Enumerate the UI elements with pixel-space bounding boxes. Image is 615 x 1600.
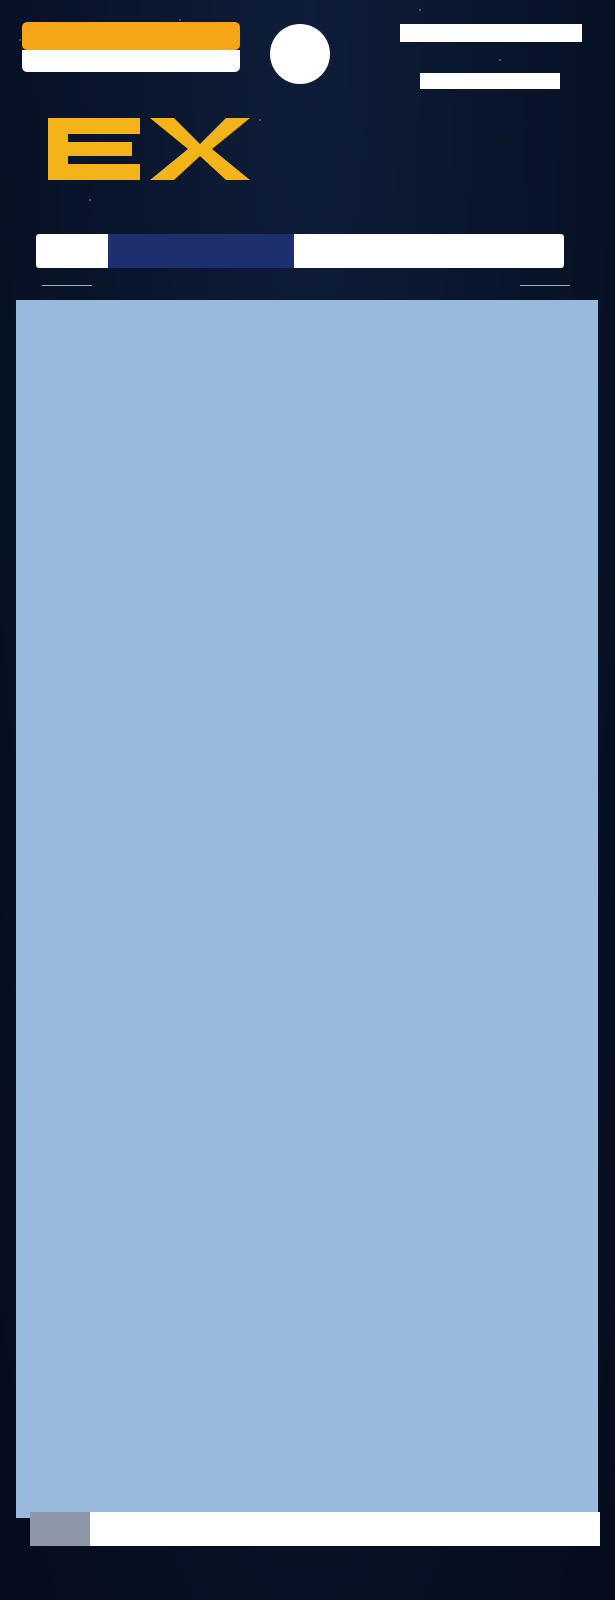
decal-sheet bbox=[16, 300, 598, 1518]
notice-dash-right bbox=[520, 285, 570, 286]
hang-hole bbox=[270, 24, 330, 84]
brand-slogan bbox=[400, 24, 582, 42]
footer-bar bbox=[30, 1512, 600, 1546]
nonscale-label bbox=[22, 50, 240, 72]
ex-logo-mark bbox=[40, 108, 250, 188]
notice-dash-left bbox=[42, 285, 92, 286]
footer-number bbox=[30, 1512, 90, 1546]
series-name bbox=[108, 234, 294, 268]
product-number bbox=[36, 234, 106, 268]
brand-kana bbox=[420, 73, 560, 89]
modeler-support-label bbox=[22, 22, 240, 50]
color-variant bbox=[300, 234, 560, 268]
